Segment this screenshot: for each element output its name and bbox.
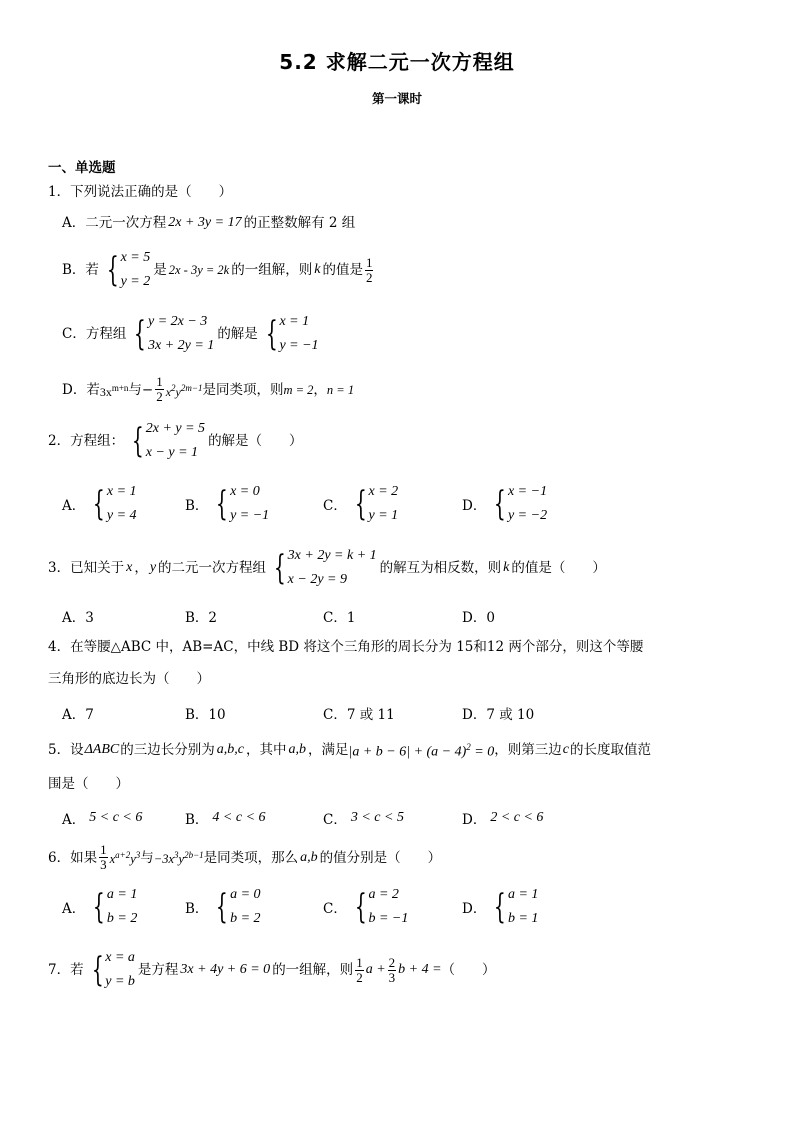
question-6-option-a: A． { a = 1 b = 2 bbox=[62, 887, 138, 927]
question-6-option-c: C． { a = 2 b = −1 bbox=[323, 887, 409, 927]
question-1-option-a: A．二元一次方程 2x + 3y = 17 的正整数解有 2 组 bbox=[62, 215, 356, 231]
question-5-stem-line1: 5．设 ΔABC 的三边长分别为 a,b,c ，其中 a,b ，满足 $|a + b - 6| + (a - 4)^2 = 0$ ，则第三边 c 的长度取值范 bbox=[48, 741, 651, 760]
question-4-stem-line1: 4．在等腰△ABC 中，AB=AC，中线 BD 将这个三角形的周长分为 15和12 两个部分，则这个等腰 bbox=[48, 639, 644, 655]
question-6-option-d: D． { a = 1 b = 1 bbox=[462, 887, 539, 927]
question-4-option-a: A．7 bbox=[62, 707, 94, 723]
fraction: $\frac{1}{2}$ bbox=[356, 954, 363, 985]
question-3-option-a: A．3 bbox=[62, 610, 94, 626]
question-6-stem: 6．如果 $\frac{1}{3}$ $x^{a+2}y^3$ 与 $-3x^3y^{2b-1}$ 是同类项，那么 a,b 的值分别是（ ） bbox=[48, 842, 442, 872]
fraction: $\frac{2}{3}$ bbox=[388, 954, 396, 985]
question-5-option-a: A． 5 < c < 6 bbox=[62, 810, 143, 828]
section-heading: 一、单选题 bbox=[48, 160, 116, 176]
question-2-stem: 2．方程组： { 2x + y = 5 x − y = 1 的解是（ ） bbox=[48, 417, 303, 465]
equation-system: { x = a y = b bbox=[91, 950, 135, 990]
fraction: $\frac{1}{2}$ bbox=[156, 374, 163, 404]
equation-system: { 3x + 2y = k + 1 x − 2y = 9 bbox=[273, 548, 377, 588]
question-1-option-b: B．若 { x = 5 y = 2 是 2x - 3y = 2k 的一组解，则 k 的值是 $\frac{1}{2}$ bbox=[62, 246, 375, 294]
question-1-stem: 1．下列说法正确的是（ ） bbox=[48, 184, 233, 200]
question-2-option-b: B． { x = 0 y = −1 bbox=[185, 484, 270, 524]
question-5-option-b: B． 4 < c < 6 bbox=[185, 810, 266, 828]
question-4-option-c: C．7 或 11 bbox=[323, 707, 395, 723]
question-3-option-b: B．2 bbox=[185, 610, 218, 626]
question-3-option-d: D．0 bbox=[462, 610, 495, 626]
question-3-option-c: C．1 bbox=[323, 610, 356, 626]
question-4-option-b: B．10 bbox=[185, 707, 226, 723]
fraction: $\frac{1}{3}$ bbox=[100, 842, 107, 872]
question-7-stem: 7．若 { x = a y = b 是方程 3x + 4y + 6 = 0 的一组解，则 $\frac{1}{2}$ a + $\frac{2}{3}$ b + 4 = （ ） bbox=[48, 946, 496, 994]
question-2-option-c: C． { x = 2 y = 1 bbox=[323, 484, 399, 524]
question-5-option-d: D． 2 < c < 6 bbox=[462, 810, 544, 828]
equation-system: { x = 5 y = 2 bbox=[106, 250, 151, 290]
equation-system: { 2x + y = 5 x − y = 1 bbox=[131, 421, 206, 461]
question-5-stem-line2: 围是（ ） bbox=[48, 776, 129, 792]
question-2-option-d: D． { x = −1 y = −2 bbox=[462, 484, 548, 524]
question-4-option-d: D．7 或 10 bbox=[462, 707, 535, 723]
page-subtitle: 第一课时 bbox=[371, 91, 422, 106]
question-2-option-a: A． { x = 1 y = 4 bbox=[62, 484, 137, 524]
fraction: $\frac{1}{2}$ bbox=[365, 254, 373, 285]
question-3-stem: 3．已知关于 x ， y 的二元一次方程组 { 3x + 2y = k + 1 x − 2y = 9 的解互为相反数，则 k 的值是（ ） bbox=[48, 544, 606, 592]
equation-system: { y = 2x − 3 3x + 2y = 1 bbox=[134, 314, 215, 354]
question-5-option-c: C． 3 < c < 5 bbox=[323, 810, 404, 828]
solution-system: { x = 1 y = −1 bbox=[265, 314, 319, 354]
question-1-option-c: C．方程组 { y = 2x − 3 3x + 2y = 1 的解是 { x = 1 y = −1 bbox=[62, 310, 322, 358]
question-6-option-b: B． { a = 0 b = 2 bbox=[185, 887, 261, 927]
question-4-stem-line2: 三角形的底边长为（ ） bbox=[48, 671, 210, 687]
page-title: 5.2 求解二元一次方程组 bbox=[279, 50, 515, 74]
question-1-option-d: D．若 $3x^{m+n}$ 与 − $\frac{1}{2}$ $x^2y^{2m-1}$ 是同类项，则 m = 2 ， n = 1 bbox=[62, 374, 355, 404]
